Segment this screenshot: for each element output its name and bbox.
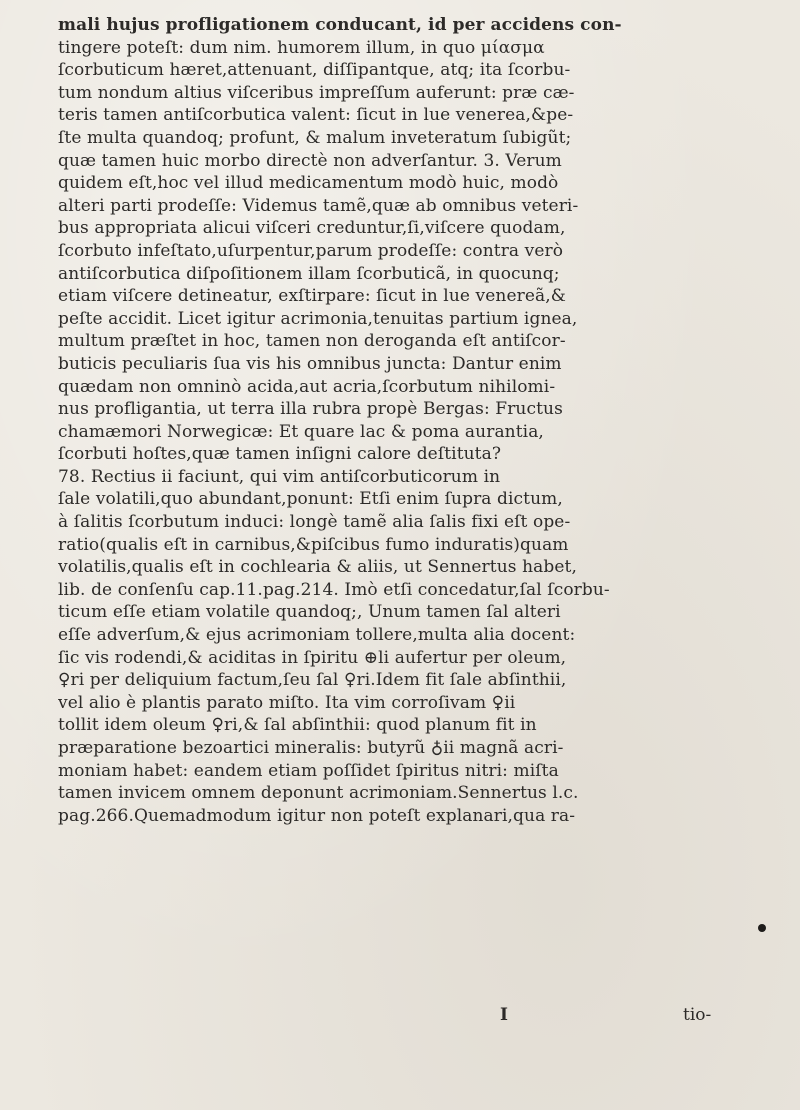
text-line: teris tamen antiſcorbutica valent: ſicut in lue venerea,&pe- bbox=[58, 105, 574, 126]
text-line: quidem eſt,hoc vel illud medicamentum modò huic, modò bbox=[58, 173, 559, 194]
text-line: tollit idem oleum ♀ri,& ſal abſinthii: quod planum fit in bbox=[58, 715, 537, 736]
text-line: tingere poteſt: dum nim. humorem illum, in quo μίασμα bbox=[58, 37, 545, 58]
text-line: peſte accidit. Licet igitur acrimonia,tenuitas partium ignea, bbox=[58, 308, 578, 329]
ink-dot-mark bbox=[758, 924, 766, 932]
text-line: ticum eſſe etiam volatile quandoq;, Unum tamen ſal alteri bbox=[58, 602, 561, 623]
text-line: eſſe adverſum,& ejus acrimoniam tollere,multa alia docent: bbox=[58, 625, 576, 646]
text-line: ratio(qualis eſt in carnibus,&piſcibus fumo induratis)quam bbox=[58, 534, 569, 555]
catchword: tio- bbox=[683, 1005, 712, 1025]
text-line: ſcorbuticum hæret,attenuant, diſſipantque, atq; ita ſcorbu- bbox=[58, 60, 571, 81]
text-line: ſic vis rodendi,& aciditas in ſpiritu ⊕li aufertur per oleum, bbox=[58, 647, 567, 668]
text-line: à ſalitis ſcorbutum induci: longè tamẽ alia ſalis fixi eſt ope- bbox=[58, 512, 571, 533]
text-block bbox=[58, 14, 748, 827]
text-line: quæ tamen huic morbo directè non adverſantur. 3. Verum bbox=[58, 150, 562, 171]
text-line: alteri parti prodeſſe: Videmus tamẽ,quæ ab omnibus veteri- bbox=[58, 195, 579, 216]
text-line: ſale volatili,quo abundant,ponunt: Etſi enim ſupra dictum, bbox=[58, 489, 563, 510]
text-line: etiam viſcere detineatur, exſtirpare: ſicut in lue venereã,& bbox=[58, 286, 566, 307]
text-line: antiſcorbutica diſpoſitionem illam ſcorbuticã, in quocunq; bbox=[58, 263, 560, 284]
text-line: lib. de conſenſu cap.11.pag.214. Imò etſi concedatur,ſal ſcorbu- bbox=[58, 579, 610, 600]
text-line: ſcorbuto infeſtato,uſurpentur,parum prodeſſe: contra verò bbox=[58, 240, 564, 261]
text-line: mali hujus profligationem conducant, id per accidens con- bbox=[58, 15, 622, 35]
signature-mark: I bbox=[500, 1005, 508, 1025]
text-line: tamen invicem omnem deponunt acrimoniam.Sennertus l.c. bbox=[58, 783, 579, 804]
text-line: tum nondum altius viſceribus impreſſum auferunt: præ cæ- bbox=[58, 82, 575, 103]
text-line: pag.266.Quemadmodum igitur non poteſt explanari,qua ra- bbox=[58, 805, 576, 826]
text-line: bus appropriata alicui viſceri creduntur,ſi,viſcere quodam, bbox=[58, 218, 566, 239]
text-line: moniam habet: eandem etiam poſſidet ſpiritus nitri: miſta bbox=[58, 760, 559, 781]
text-line: chamæmori Norwegicæ: Et quare lac & poma aurantia, bbox=[58, 421, 544, 442]
text-line: ♀ri per deliquium factum,ſeu ſal ♀ri.Idem fit ſale abſinthii, bbox=[58, 670, 567, 691]
text-line: 78. Rectius ii faciunt, qui vim antiſcorbuticorum in bbox=[58, 466, 501, 487]
text-line: præparatione bezoartici mineralis: butyrũ ♁ii magnã acri- bbox=[58, 738, 564, 758]
text-line: ſcorbuti hoſtes,quæ tamen inſigni calore deſtituta? bbox=[58, 444, 502, 465]
text-line: volatilis,qualis eſt in cochlearia & aliis, ut Sennertus habet, bbox=[58, 557, 577, 578]
text-line: nus profligantia, ut terra illa rubra propè Bergas: Fructus bbox=[58, 399, 563, 420]
text-line: vel alio è plantis parato miſto. Ita vim corroſivam ♀ii bbox=[58, 692, 516, 713]
text-line: buticis peculiaris ſua vis his omnibus juncta: Dantur enim bbox=[58, 353, 562, 374]
text-line: multum præſtet in hoc, tamen non deroganda eſt antiſcor- bbox=[58, 331, 566, 352]
text-line: ſte multa quandoq; profunt, & malum inveteratum ſubigũt; bbox=[58, 127, 572, 148]
text-line: quædam non omninò acida,aut acria,ſcorbutum nihilomi- bbox=[58, 376, 556, 397]
